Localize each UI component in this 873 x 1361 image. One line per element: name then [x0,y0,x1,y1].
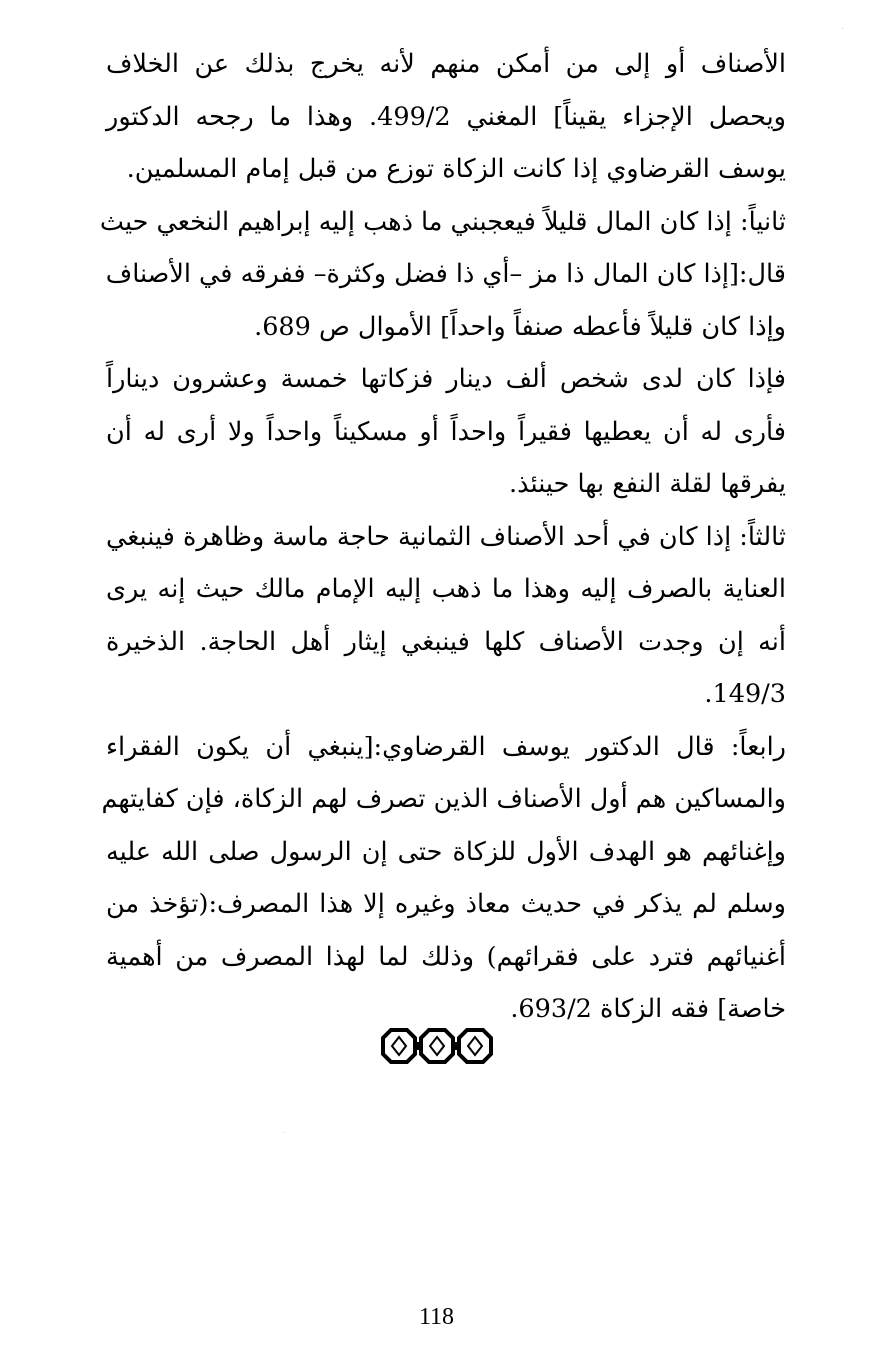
section-end-ornament [0,1024,873,1068]
body-text [99,38,786,1036]
three-linked-octagon-ornament-icon [379,1024,495,1068]
text-line: يوسف القرضاوي إذا كانت الزكاة توزع من قبل إمام المسلمين. [126,154,786,184]
text-line: وسلم لم يذكر في حديث معاذ وغيره إلا هذا المصرف:(تؤخذ من [106,889,786,919]
text-line: قال:[إذا كان المال ذا مز –أي ذا فضل وكثرة– ففرقه في الأصناف [105,259,786,289]
paragraph-2 [99,196,786,354]
text-line: فإذا كان لدى شخص ألف دينار فزكاتها خمسة وعشرون ديناراً [106,364,786,394]
paragraph-1 [106,38,786,196]
scan-speck [283,1132,284,1133]
text-line: أغنيائهم فترد على فقرائهم) وذلك لما لهذا المصرف من أهمية [106,941,786,972]
text-line: خاصة] فقه الزكاة 693/2. [510,994,786,1024]
text-line: وإغنائهم هو الهدف الأول للزكاة حتى إن الرسول صلى الله عليه [106,836,786,867]
text-line: 149/3. [704,679,786,709]
text-line: والمساكين هم أول الأصناف الذين تصرف لهم الزكاة، فإن كفايتهم [101,784,786,814]
text-line: وإذا كان قليلاً فأعطه صنفاً واحداً] الأموال ص 689. [254,311,786,342]
text-line: الأصناف أو إلى من أمكن منهم لأنه يخرج بذلك عن الخلاف [106,49,786,79]
text-line: ثانياً: إذا كان المال قليلاً فيعجبني ما ذهب إليه إبراهيم النخعي حيث [99,206,786,237]
page-number: 118 [418,1304,455,1330]
paragraph-5 [101,721,786,1036]
text-line: أنه إن وجدت الأصناف كلها فينبغي إيثار أهل الحاجة. الذخيرة [106,626,786,657]
text-line: فأرى له أن يعطيها فقيراً واحداً أو مسكيناً واحداً ولا أرى له أن [106,416,786,447]
text-line: العناية بالصرف إليه وهذا ما ذهب إليه الإمام مالك حيث إنه يرى [106,574,786,604]
text-line: رابعاً: قال الدكتور يوسف القرضاوي:[ينبغي أن يكون الفقراء [106,731,786,762]
text-line: يفرقها لقلة النفع بها حينئذ. [509,469,786,499]
text-line: ويحصل الإجزاء يقيناً] المغني 499/2. وهذا ما رجحه الدكتور [106,101,786,132]
text-line: ثالثاً: إذا كان في أحد الأصناف الثمانية حاجة ماسة وظاهرة فينبغي [106,521,786,552]
scan-speck [842,28,843,29]
paragraph-3 [106,353,786,511]
paragraph-4 [106,511,786,721]
